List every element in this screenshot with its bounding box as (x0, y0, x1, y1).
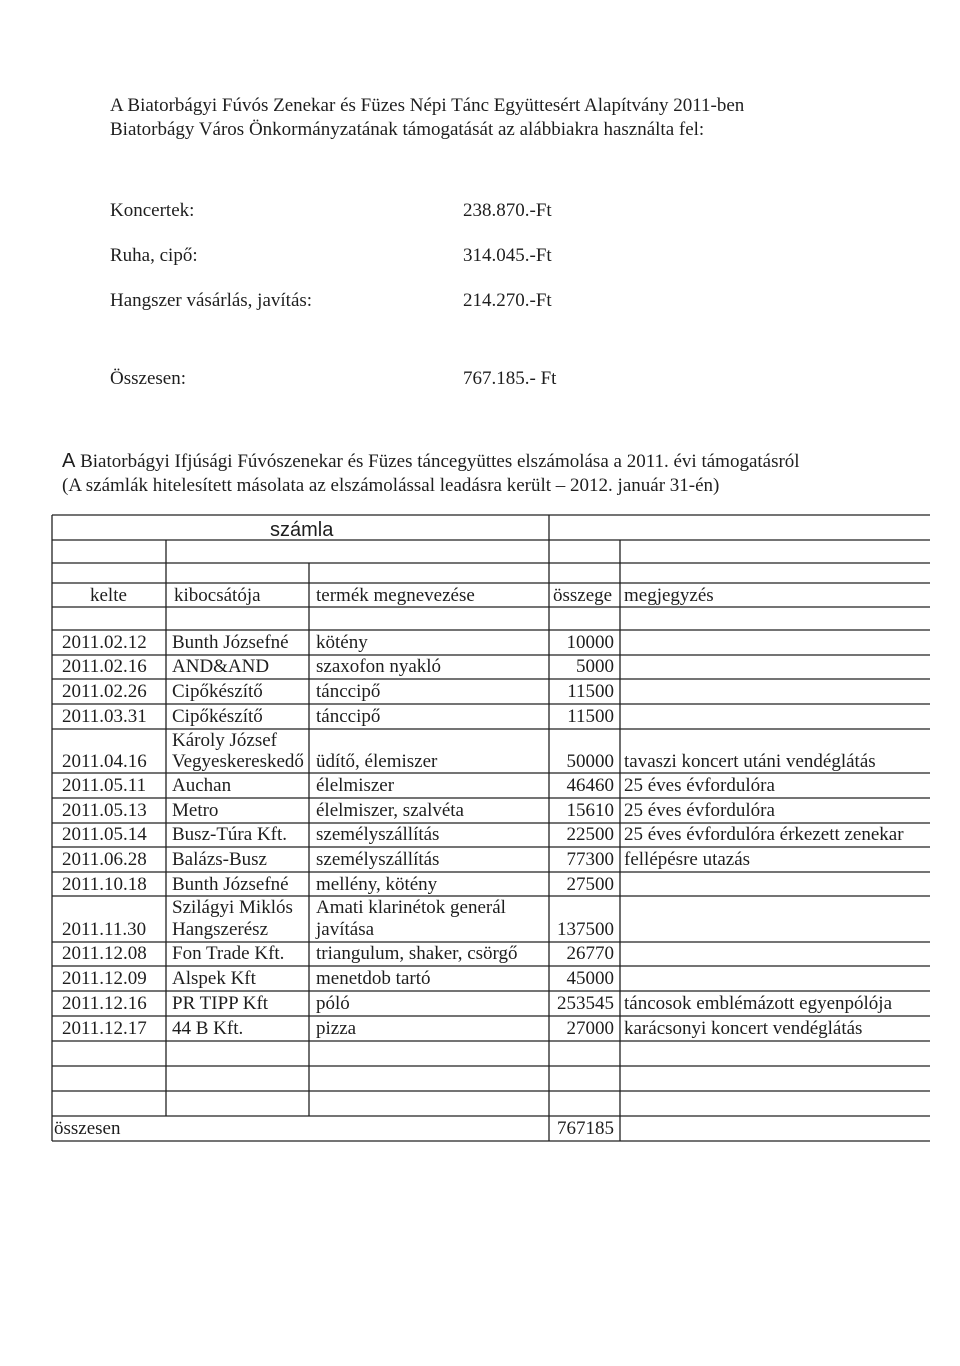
row-product: tánccipő (316, 681, 381, 702)
summary-amount: 238.870.-Ft (463, 200, 552, 221)
row-date: 2011.02.26 (62, 681, 147, 702)
row-issuer: Hangszerész (172, 919, 269, 940)
row-product: szaxofon nyakló (316, 656, 442, 677)
header-amount: összege (553, 585, 613, 606)
row-product: üdítő, élemiszer (316, 751, 438, 772)
row-amount: 15610 (566, 800, 614, 821)
row-date: 2011.05.11 (62, 775, 147, 796)
row-date: 2011.06.28 (62, 849, 147, 870)
intro-line-2: Biatorbágy Város Önkormányzatának támogatását az alábbiakra használta fel: (110, 119, 705, 140)
row-issuer: PR TIPP Kft (172, 993, 269, 1014)
row-product: személyszállítás (316, 824, 440, 845)
row-product: javítása (316, 919, 375, 940)
row-product: személyszállítás (316, 849, 440, 870)
row-date: 2011.12.16 (62, 993, 147, 1014)
row-note: karácsonyi koncert vendéglátás (624, 1018, 863, 1039)
row-product: menetdob tartó (316, 968, 431, 989)
row-product: mellény, kötény (316, 874, 438, 895)
row-issuer: Busz-Túra Kft. (172, 824, 288, 845)
table-total-amount: 767185 (557, 1118, 614, 1139)
row-amount: 11500 (567, 681, 614, 702)
table-total-label: összesen (54, 1118, 121, 1139)
row-amount: 45000 (566, 968, 614, 989)
row-issuer: Cipőkészítő (172, 681, 263, 702)
row-product-top: Amati klarinétok generál (316, 897, 506, 918)
row-date: 2011.12.09 (62, 968, 147, 989)
row-product: pizza (316, 1018, 357, 1039)
row-amount: 10000 (566, 632, 614, 653)
row-product: kötény (316, 632, 368, 653)
row-date: 2011.04.16 (62, 751, 147, 772)
row-date: 2011.02.16 (62, 656, 147, 677)
row-date: 2011.02.12 (62, 632, 147, 653)
heading-line-1-text: Biatorbágyi Ifjúsági Fúvószenekar és Füzes táncegyüttes elszámolása a 2011. évi támogatásról (75, 451, 800, 472)
row-issuer: Balázs-Busz (172, 849, 267, 870)
row-issuer: Metro (172, 800, 219, 821)
row-date: 2011.12.17 (62, 1018, 147, 1039)
row-amount: 27000 (566, 1018, 614, 1039)
row-date: 2011.05.13 (62, 800, 147, 821)
row-amount: 77300 (566, 849, 614, 870)
row-issuer: Auchan (172, 775, 232, 796)
row-product: póló (316, 993, 350, 1014)
row-amount: 46460 (566, 775, 614, 796)
row-date: 2011.05.14 (62, 824, 147, 845)
header-issuer: kibocsátója (174, 585, 261, 606)
settlement-heading-line-2: (A számlák hitelesített másolata az elszámolással leadásra került – 2012. január 31-én) (62, 475, 720, 496)
summary-total-amount: 767.185.- Ft (463, 368, 557, 389)
row-product: tánccipő (316, 706, 381, 727)
summary-amount: 214.270.-Ft (463, 290, 552, 311)
summary-label: Koncertek: (110, 200, 195, 221)
row-note: 25 éves évfordulóra (624, 775, 775, 796)
row-issuer: Alspek Kft (172, 968, 256, 989)
row-note: fellépésre utazás (624, 849, 751, 870)
summary-label: Hangszer vásárlás, javítás: (110, 290, 313, 311)
row-amount: 27500 (566, 874, 614, 895)
row-product: élelmiszer (316, 775, 395, 796)
header-note: megjegyzés (624, 585, 714, 606)
row-issuer: Bunth Józsefné (172, 632, 289, 653)
row-note: 25 éves évfordulóra (624, 800, 775, 821)
row-date: 2011.12.08 (62, 943, 147, 964)
summary-amount: 314.045.-Ft (463, 245, 552, 266)
row-date: 2011.11.30 (62, 919, 147, 940)
row-date: 2011.03.31 (62, 706, 147, 727)
row-issuer: Bunth Józsefné (172, 874, 289, 895)
table-title: számla (270, 519, 334, 541)
row-product: élelmiszer, szalvéta (316, 800, 464, 821)
row-amount: 5000 (576, 656, 614, 677)
row-issuer: AND&AND (172, 656, 270, 677)
heading-initial: A (62, 450, 76, 472)
row-issuer-top: Szilágyi Miklós (172, 897, 293, 918)
header-date: kelte (90, 585, 127, 606)
row-issuer-top: Károly József (172, 730, 277, 751)
row-amount: 137500 (557, 919, 614, 940)
row-issuer: 44 B Kft. (172, 1018, 244, 1039)
row-amount: 26770 (566, 943, 614, 964)
intro-line-1: A Biatorbágyi Fúvós Zenekar és Füzes Népi Tánc Együttesért Alapítvány 2011-ben (110, 95, 745, 116)
row-note: táncosok emblémázott egyenpólója (624, 993, 893, 1014)
row-amount: 22500 (566, 824, 614, 845)
row-issuer: Cipőkészítő (172, 706, 263, 727)
summary-label: Ruha, cipő: (110, 245, 198, 266)
row-amount: 50000 (566, 751, 614, 772)
summary-total-label: Összesen: (110, 368, 186, 389)
row-issuer: Fon Trade Kft. (172, 943, 285, 964)
row-issuer: Vegyeskereskedő (172, 751, 304, 772)
header-product: termék megnevezése (316, 585, 475, 606)
row-product: triangulum, shaker, csörgő (316, 943, 518, 964)
row-note: tavaszi koncert utáni vendéglátás (624, 751, 876, 772)
row-date: 2011.10.18 (62, 874, 147, 895)
row-amount: 11500 (567, 706, 614, 727)
row-note: 25 éves évfordulóra érkezett zenekar (624, 824, 904, 845)
row-amount: 253545 (557, 993, 614, 1014)
